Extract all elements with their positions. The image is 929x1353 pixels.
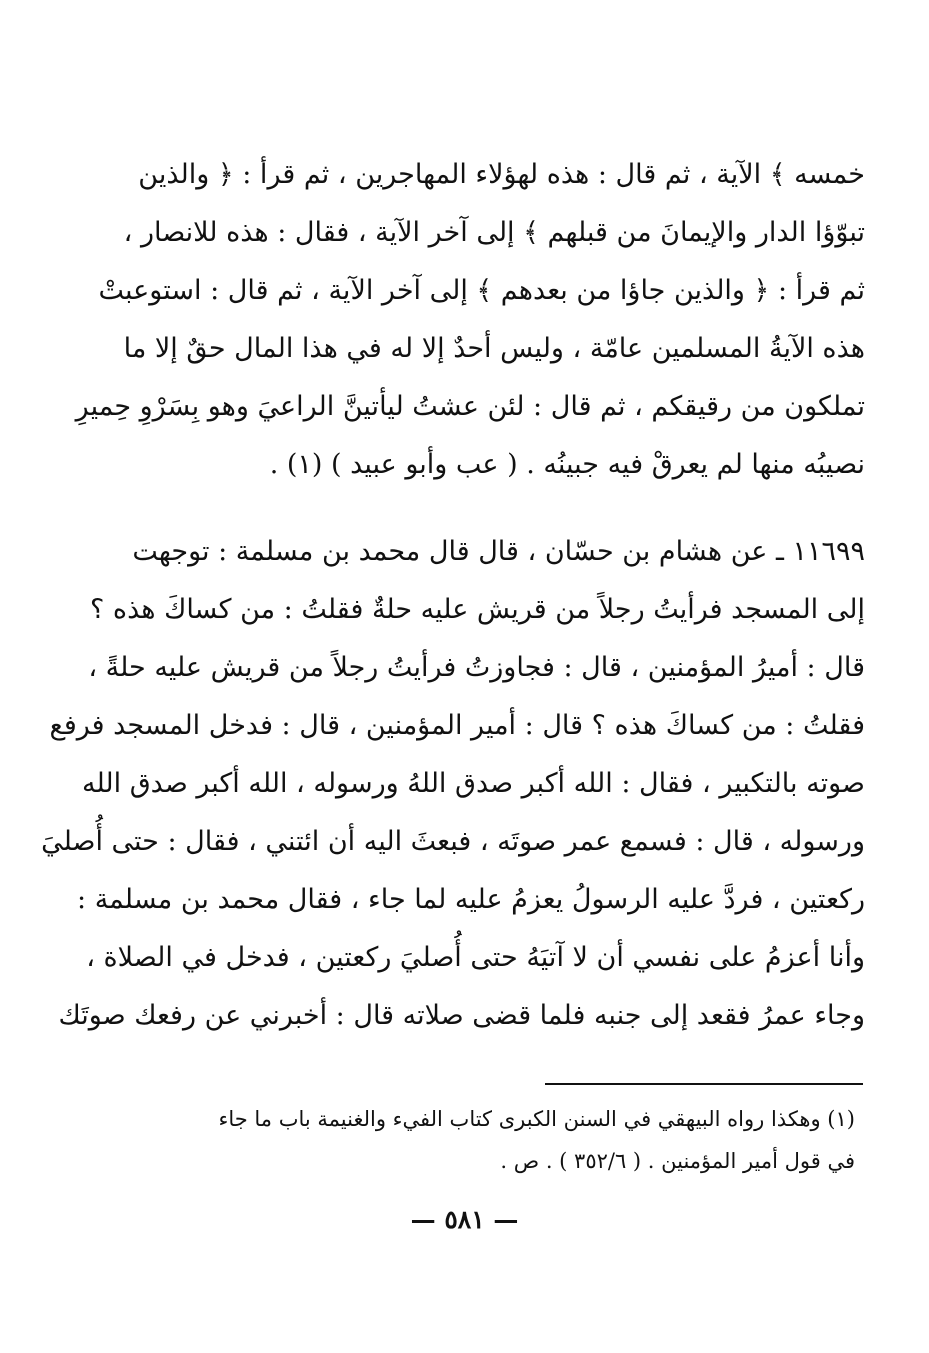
text-line: صوته بالتكبير ، فقال : الله أكبر صدق اللهُ ورسوله ، الله أكبر صدق الله xyxy=(82,768,865,799)
text-line: ثم قرأ : ﴿ والذين جاؤا من بعدهم ﴾ إلى آخر الآية ، ثم قال : استوعبتْ xyxy=(98,275,865,306)
text-line: ١١٦٩٩ ـ عن هشام بن حسّان ، قال قال محمد بن مسلمة : توجهت xyxy=(132,536,865,567)
footnote-separator xyxy=(545,1083,863,1085)
footnote-line: في قول أمير المؤمنين . ( ٣٥٢/٦ ) . ص . xyxy=(500,1149,855,1173)
text-line: فقلتُ : من كساكَ هذه ؟ قال : أمير المؤمنين ، قال : فدخل المسجد فرفع xyxy=(49,710,865,741)
text-line: خمسه ﴾ الآية ، ثم قال : هذه لهؤلاء المهاجرين ، ثم قرأ : ﴿ والذين xyxy=(138,159,865,190)
text-line: ركعتين ، فردَّ عليه الرسولُ يعزمُ عليه لما جاء ، فقال محمد بن مسلمة : xyxy=(77,884,865,915)
footnote-line: (١) وهكذا رواه البيهقي في السنن الكبرى كتاب الفيء والغنيمة باب ما جاء xyxy=(218,1107,855,1131)
text-line: تبوّؤا الدار والإيمانَ من قبلهم ﴾ إلى آخر الآية ، فقال : هذه للانصار ، xyxy=(123,217,865,248)
text-line: إلى المسجد فرأيتُ رجلاً من قريش عليه حلةٌ فقلتُ : من كساكَ هذه ؟ xyxy=(90,594,865,625)
text-line: نصيبُه منها لم يعرقْ فيه جبينُه . ( عب وأبو عبيد ) (١) . xyxy=(269,449,865,480)
hadith-11699-paragraph xyxy=(41,523,865,1045)
paragraph-continued xyxy=(75,146,865,494)
page-number: — ٥٨١ — xyxy=(410,1205,519,1234)
text-line: وجاء عمرُ فقعد إلى جنبه فلما قضى صلاته قال : أخبرني عن رفعك صوتَك xyxy=(58,1000,865,1031)
text-line: وأنا أعزمُ على نفسي أن لا آتيَهُ حتى أُصليَ ركعتين ، فدخل في الصلاة ، xyxy=(86,942,865,973)
text-line: هذه الآيةُ المسلمين عامّة ، وليس أحدٌ إلا له في هذا المال حقٌ إلا ما xyxy=(123,333,865,364)
footnotes xyxy=(155,1098,855,1182)
text-line: ورسوله ، قال : فسمع عمر صوتَه ، فبعثَ اليه أن ائتني ، فقال : حتى أُصليَ xyxy=(41,826,865,857)
text-line: تملكون من رقيقكم ، ثم قال : لئن عشتُ ليأتينَّ الراعيَ وهو بِسَرْوِ حِميرِ xyxy=(75,391,865,422)
text-line: قال : أميرُ المؤمنين ، قال : فجاوزتُ فرأيتُ رجلاً من قريش عليه حلةً ، xyxy=(88,652,865,683)
